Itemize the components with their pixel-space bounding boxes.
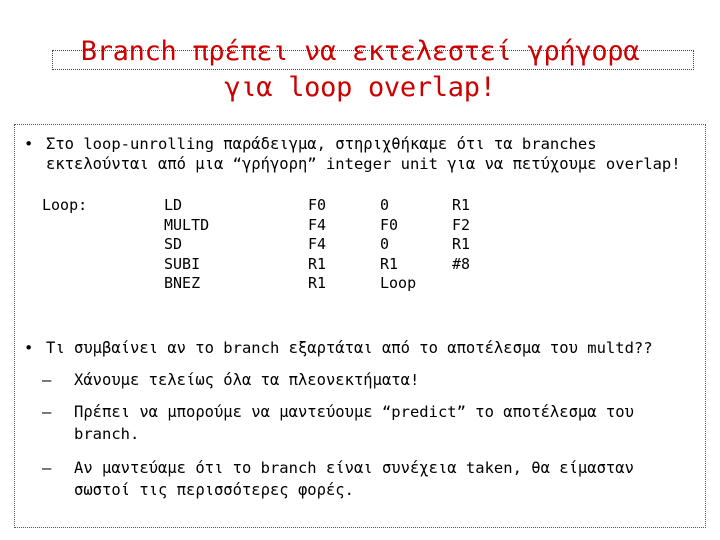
sub-bullet-predict-line-2: branch. xyxy=(74,425,140,443)
code-arg2-column xyxy=(380,196,416,294)
code-arg1-column xyxy=(308,196,326,294)
sub-bullet-predict-line-1: Πρέπει να μπορούμε να μαντεύουμε “predict” το αποτέλεσμα του xyxy=(74,403,634,421)
code-arg: #8 xyxy=(452,254,471,273)
code-arg3-column xyxy=(452,196,470,274)
slide-title-line-2: για loop overlap! xyxy=(224,72,496,103)
code-arg: F4 xyxy=(308,215,327,234)
code-op: LD xyxy=(164,196,183,214)
code-arg: R1 xyxy=(452,196,471,214)
sub-bullet-taken-line-1: Αν μαντεύαμε ότι το branch είναι συνέχεια taken, θα είμασταν xyxy=(74,459,634,477)
code-arg: F0 xyxy=(380,215,399,234)
bullet-point: • xyxy=(24,135,34,153)
code-arg: 0 xyxy=(380,196,390,214)
code-arg: R1 xyxy=(380,254,399,273)
code-arg: R1 xyxy=(308,254,327,273)
bullet-loop-unrolling-line-2: εκτελούνται από μια “γρήγορη” integer unit για να πετύχουμε overlap! xyxy=(46,155,681,173)
code-op: SUBI xyxy=(164,254,201,273)
code-arg: F4 xyxy=(308,235,327,253)
bullet-branch-dependency xyxy=(24,338,704,358)
sub-bullet-lose-advantages-text: Χάνουμε τελείως όλα τα πλεονεκτήματα! xyxy=(74,371,420,389)
code-arg: 0 xyxy=(380,235,390,253)
sub-bullet-taken xyxy=(42,458,702,498)
code-op: BNEZ xyxy=(164,274,201,292)
sub-bullet-taken-line-2: σωστοί τις περισσότερες φορές. xyxy=(74,481,354,499)
bullet-branch-dependency-text: Τι συμβαίνει αν το branch εξαρτάται από το αποτέλεσμα του multd?? xyxy=(46,339,653,357)
dash-marker: – xyxy=(42,403,52,421)
bullet-loop-unrolling-line-1: Στο loop-unrolling παράδειγμα, στηριχθήκαμε ότι τα branches xyxy=(46,135,597,153)
code-ops-column xyxy=(164,196,209,294)
sub-bullet-predict xyxy=(42,402,702,442)
code-arg: R1 xyxy=(452,235,471,253)
loop-label: Loop: xyxy=(42,196,88,214)
code-arg: Loop xyxy=(380,274,417,292)
code-op: SD xyxy=(164,235,183,253)
dash-marker: – xyxy=(42,371,52,389)
code-op: MULTD xyxy=(164,215,210,234)
dash-marker: – xyxy=(42,459,52,477)
code-label xyxy=(42,196,87,216)
slide-title-line-1: Branch πρέπει να εκτελεστεί γρήγορα xyxy=(80,36,640,67)
code-arg: F0 xyxy=(308,196,327,214)
code-arg: R1 xyxy=(308,274,327,292)
sub-bullet-lose-advantages xyxy=(42,370,702,390)
bullet-loop-unrolling xyxy=(24,134,704,174)
slide-title xyxy=(0,34,720,106)
code-arg: F2 xyxy=(452,215,471,234)
bullet-point: • xyxy=(24,339,34,357)
